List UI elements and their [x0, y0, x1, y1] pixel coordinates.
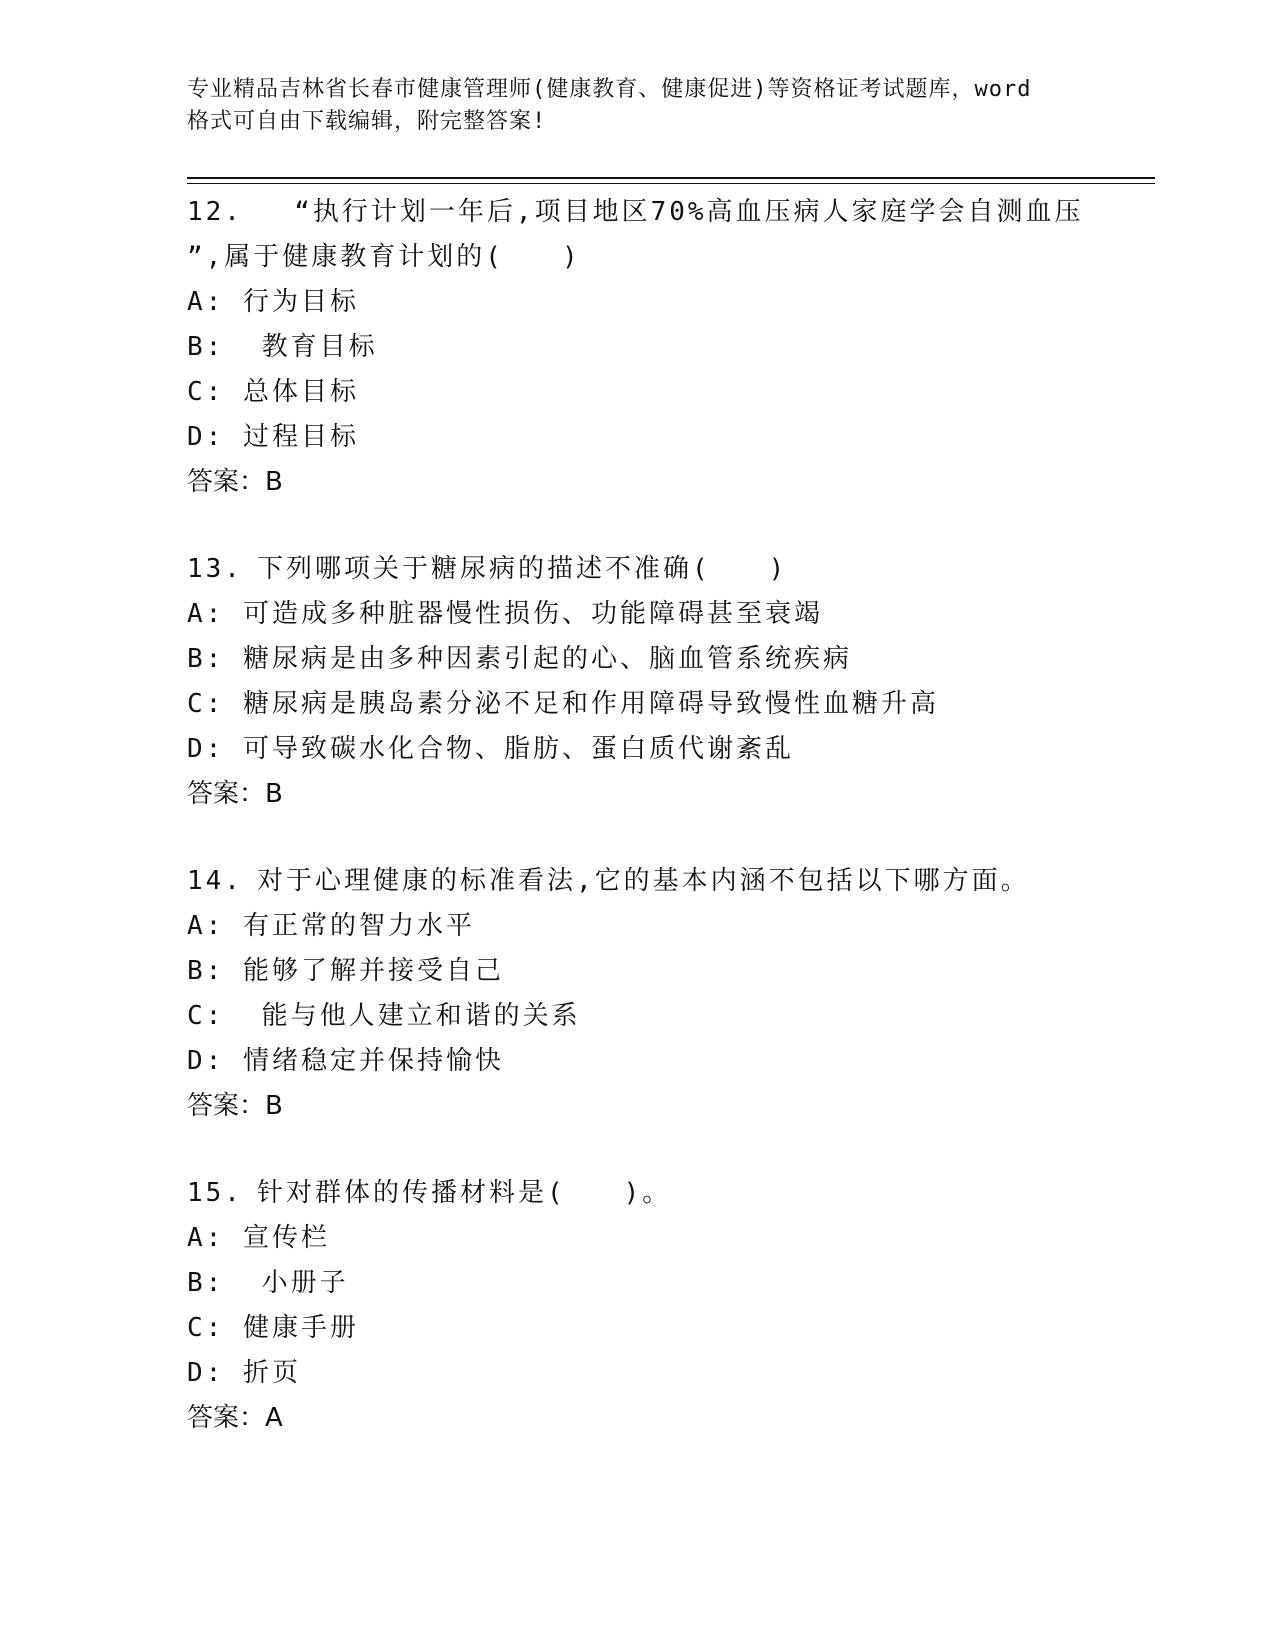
question-text-line-2: ”,属于健康教育计划的( ) — [187, 242, 581, 272]
option-b: B: 糖尿病是由多种因素引起的心、脑血管系统疾病 — [187, 644, 852, 674]
question-number: 15. — [187, 1178, 243, 1208]
header-line-1: 专业精品吉林省长春市健康管理师(健康教育、健康促进)等资格证考试题库，word — [187, 77, 1032, 102]
question-number: 14. — [187, 866, 243, 896]
option-c: C: 糖尿病是胰岛素分泌不足和作用障碍导致慢性血糖升高 — [187, 689, 939, 719]
question-text-line-1: 下列哪项关于糖尿病的描述不准确( ) — [256, 554, 788, 584]
question-stem — [187, 859, 1147, 904]
option-b: B: 小册子 — [187, 1268, 349, 1298]
option-d: D: 折页 — [187, 1358, 301, 1388]
page-header — [187, 74, 1087, 138]
question-stem — [187, 1171, 1147, 1216]
question-number: 13. — [187, 554, 243, 584]
question-stem — [187, 190, 1147, 235]
option-a: A: 有正常的智力水平 — [187, 911, 475, 941]
option-d: D: 可导致碳水化合物、脂肪、蛋白质代谢紊乱 — [187, 734, 794, 764]
option-b: B: 能够了解并接受自己 — [187, 956, 504, 986]
option-b: B: 教育目标 — [187, 332, 378, 362]
question-12 — [187, 190, 1147, 505]
question-stem — [187, 547, 1147, 592]
answer: 答案：B — [187, 1091, 283, 1121]
question-text-line-1: 对于心理健康的标准看法,它的基本内涵不包括以下哪方面。 — [256, 866, 1030, 896]
question-text-line-1: “执行计划一年后,项目地区70%高血压病人家庭学会自测血压 — [256, 197, 1084, 227]
question-13 — [187, 547, 1147, 817]
option-c: C: 健康手册 — [187, 1313, 359, 1343]
option-a: A: 行为目标 — [187, 287, 359, 317]
header-divider-thin — [187, 183, 1155, 184]
option-c: C: 总体目标 — [187, 377, 359, 407]
option-a: A: 宣传栏 — [187, 1223, 330, 1253]
question-number: 12. — [187, 197, 243, 227]
header-divider-thick — [187, 177, 1155, 179]
answer: 答案：B — [187, 467, 283, 497]
option-a: A: 可造成多种脏器慢性损伤、功能障碍甚至衰竭 — [187, 599, 823, 629]
option-d: D: 情绪稳定并保持愉快 — [187, 1046, 504, 1076]
header-line-2: 格式可自由下载编辑，附完整答案! — [187, 109, 547, 134]
answer: 答案：A — [187, 1403, 283, 1433]
option-c: C: 能与他人建立和谐的关系 — [187, 1001, 581, 1031]
question-15 — [187, 1171, 1147, 1441]
question-text-line-1: 针对群体的传播材料是( )。 — [256, 1178, 672, 1208]
option-d: D: 过程目标 — [187, 422, 359, 452]
answer: 答案：B — [187, 779, 283, 809]
question-14 — [187, 859, 1147, 1129]
question-list — [187, 190, 1147, 1483]
